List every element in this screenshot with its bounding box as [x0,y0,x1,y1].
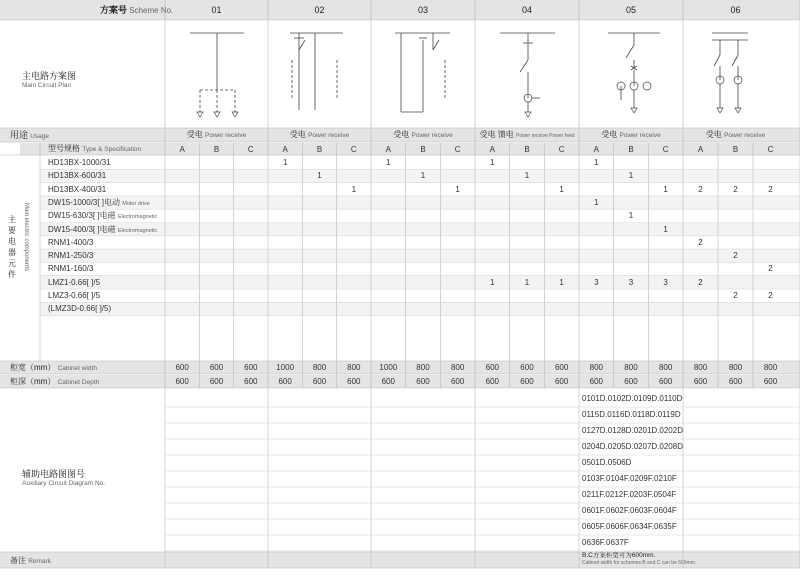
cabinet-depth-value: 600 [520,377,534,386]
cabinet-depth-value: 600 [589,377,603,386]
cabinet-depth-value: 600 [416,377,430,386]
auxiliary-diagram-number: 0211F.0212F.0203F.0504F [582,490,677,499]
phase-letter: C [454,145,461,154]
cabinet-width-value: 600 [209,363,224,372]
cabinet-depth-value: 600 [763,377,778,386]
cabinet-width-value: 600 [520,363,534,372]
usage-value-en: Power receive [308,132,350,139]
cabinet-width-value: 800 [347,363,361,372]
outlet-arrow [214,112,220,117]
component-quantity: 1 [594,197,599,207]
switch-blade [433,40,439,50]
usage-value-en: Power receive [619,132,661,139]
auxiliary-diagram-number: 0103F.0104F.0209F.0210F [582,474,677,483]
phase-letter: A [697,145,704,154]
usage-value-en: Power receive [724,132,766,139]
component-model: LMZ1-0.66[ ]/5 [48,277,101,287]
component-model: RNM1-400/3 [48,237,94,247]
component-model: (LMZ3D-0.66[ ]/5) [48,304,112,314]
ct-symbol [643,82,651,90]
scheme-number: 06 [730,5,741,15]
cabinet-depth-value: 600 [693,377,708,386]
auxiliary-diagram-number: 0127D.0128D.0201D.0202D [582,426,683,435]
component-quantity: 2 [733,184,738,194]
component-group-label-en: Main electric components [23,203,29,272]
component-quantity: 1 [559,184,564,194]
usage-value-en: Power receive Power feed [516,133,575,139]
phase-letter: C [350,145,357,154]
component-quantity: 1 [663,224,668,234]
spec-label-cn: 型号规格 [48,144,80,153]
outlet-arrow [717,108,723,113]
component-quantity: 1 [628,171,634,181]
main-circuit-label-cn: 主电路方案图 [22,71,77,81]
component-quantity: 1 [559,277,564,287]
cabinet-depth-value: 600 [728,377,743,386]
phase-letter: B [316,145,323,154]
auxiliary-diagram-number: 0601F.0602F.0603F.0604F [582,506,677,515]
cabinet-width-value: 800 [624,363,638,372]
component-model: HD13BX-1000/31 [48,158,111,167]
cabinet-depth-value: 600 [209,377,224,386]
component-note: Motor drive [122,200,150,207]
cabinet-depth-value: 600 [347,377,361,386]
outlet-arrow [232,112,238,117]
component-quantity: 2 [698,237,703,247]
phase-letter: B [524,145,530,154]
cabinet-depth-value: 600 [485,377,499,386]
component-quantity: 3 [628,277,634,287]
phase-letter: C [662,145,669,154]
cabinet-width-value: 600 [244,363,258,372]
component-quantity: 2 [698,184,703,194]
phase-letter: A [489,145,495,154]
component-quantity: 1 [663,184,668,194]
cabinet-width-value: 800 [589,363,603,372]
phase-letter: A [282,145,288,154]
auxiliary-diagram-number: 0501D.0506D [582,458,632,467]
scheme-label-cn: 方案号 [100,5,128,15]
cabinet-width-value: 600 [175,363,189,372]
cabinet-width-label-en: Cabinet width [57,365,97,372]
cabinet-depth-label-en: Cabinet Depth [57,379,100,386]
usage-value-cn: 受电 [393,130,410,139]
auxiliary-diagram-number: 0605F.0606F.0634F.0635F [582,522,677,531]
cabinet-width-value: 600 [554,363,569,372]
cabinet-depth-value: 600 [624,377,638,386]
component-quantity: 3 [594,277,599,287]
cabinet-width-value: 800 [416,363,430,372]
phase-letter: C [767,145,774,154]
component-model: HD13BX-600/31 [48,171,107,181]
cabinet-depth-value: 600 [278,377,292,386]
scheme-number: 02 [314,5,325,15]
component-model: DW15-400/3[ ]电磁 [48,224,116,234]
switch-blade [299,40,305,50]
cabinet-width-value: 600 [485,363,499,372]
outlet-arrow [197,112,203,117]
component-model: LMZ3-0.66[ ]/5 [48,291,101,300]
remark-text-cn: B.C方案柜宽可为600mm. [582,552,656,559]
cabinet-width-value: 800 [450,363,465,372]
remark-label-en: Remark [28,558,51,565]
usage-value-cn: 受电 [705,130,722,139]
component-group-label-cn: 主要电器元件 [8,215,16,279]
component-quantity: 1 [490,158,495,167]
cabinet-depth-value: 600 [381,377,395,386]
auxiliary-label-en: Auxiliary Circuit Diagram No. [22,480,106,487]
usage-value-en: Power receive [205,132,247,139]
usage-label-cn: 用途 [10,130,29,140]
spec-label-en: Type & Specification [82,146,142,153]
cabinet-width-value: 800 [658,363,673,372]
component-note: Electromagnetic [117,214,158,221]
phase-letter: B [213,145,220,154]
cabinet-width-value: 800 [728,363,743,372]
phase-letter: B [628,145,634,154]
switch-blade [714,55,720,66]
component-quantity: 2 [698,277,703,287]
cabinet-width-value: 800 [763,363,778,372]
component-quantity: 2 [733,251,738,261]
outlet-arrow [631,108,637,113]
component-quantity: 1 [317,171,322,181]
auxiliary-diagram-number: 0101D.0102D.0109D.0110D [582,394,683,403]
usage-value-cn: 受电 馈电 [479,130,514,139]
component-model: RNM1-250/3 [48,251,94,261]
usage-value-cn: 受电 [601,130,618,139]
scheme-number: 04 [521,5,532,15]
component-quantity: 1 [351,184,357,194]
phase-letter: A [179,145,185,154]
scheme-label-en: Scheme No. [129,6,174,15]
remark-text-en: Cabinet width for schemes B and C can be 600mm. [582,559,697,566]
scheme-number: 03 [417,5,428,15]
component-quantity: 1 [524,171,530,181]
outlet-arrow [525,112,531,117]
cabinet-width-value: 1000 [276,363,295,372]
scheme-number: 01 [211,5,222,15]
usage-value-cn: 受电 [289,130,306,139]
remark-label-cn: 备注 [10,556,26,565]
phase-letter: C [247,145,254,154]
component-quantity: 2 [768,184,773,194]
cabinet-width-label-cn: 柜宽（mm） [10,363,56,372]
usage-value-en: Power receive [411,132,453,139]
cabinet-depth-value: 600 [450,377,465,386]
phase-letter: B [732,145,739,154]
usage-label-en: Usage [30,133,50,140]
cabinet-depth-value: 600 [312,377,327,386]
usage-value-cn: 受电 [186,130,203,139]
cabinet-width-value: 1000 [379,363,398,372]
switch-blade [520,60,528,72]
outlet-arrow [735,108,741,113]
component-quantity: 3 [663,277,668,287]
component-note: Electromagnetic [117,227,158,234]
component-quantity: 1 [386,158,391,167]
component-quantity: 2 [733,291,738,300]
main-circuit-label-en: Main Circuit Plan [22,82,72,89]
switch-blade [732,55,738,66]
component-model: DW15-630/3[ ]电磁 [48,211,116,221]
cabinet-depth-value: 600 [658,377,673,386]
cabinet-depth-value: 600 [244,377,258,386]
component-quantity: 1 [490,277,495,287]
switch-blade [626,45,634,58]
component-model: DW15-1000/3[ ]电动 [48,197,121,207]
auxiliary-diagram-number: 0204D.0205D.0207D.0208D [582,442,683,451]
cabinet-depth-value: 600 [175,377,189,386]
component-model: HD13BX-400/31 [48,184,107,194]
component-quantity: 1 [524,277,530,287]
component-quantity: 1 [455,184,460,194]
phase-letter: A [593,145,599,154]
phase-letter: A [385,145,391,154]
component-quantity: 2 [768,291,773,300]
auxiliary-diagram-number: 0636F.0637F [582,538,629,547]
cabinet-depth-label-cn: 柜深（mm） [10,377,56,386]
component-quantity: 1 [282,158,288,167]
auxiliary-label-cn: 辅助电路图图号 [22,469,86,479]
auxiliary-diagram-number: 0115D.0116D.0118D.0119D [582,410,681,419]
cabinet-width-value: 800 [693,363,708,372]
cabinet-width-value: 800 [312,363,327,372]
scheme-number: 05 [625,5,636,15]
cabinet-depth-value: 600 [554,377,569,386]
phase-letter: C [558,145,565,154]
component-quantity: 1 [594,158,599,167]
component-quantity: 2 [768,264,773,274]
phase-letter: B [420,145,426,154]
component-quantity: 1 [628,211,634,221]
component-model: RNM1-160/3 [48,264,94,274]
component-quantity: 1 [420,171,426,181]
